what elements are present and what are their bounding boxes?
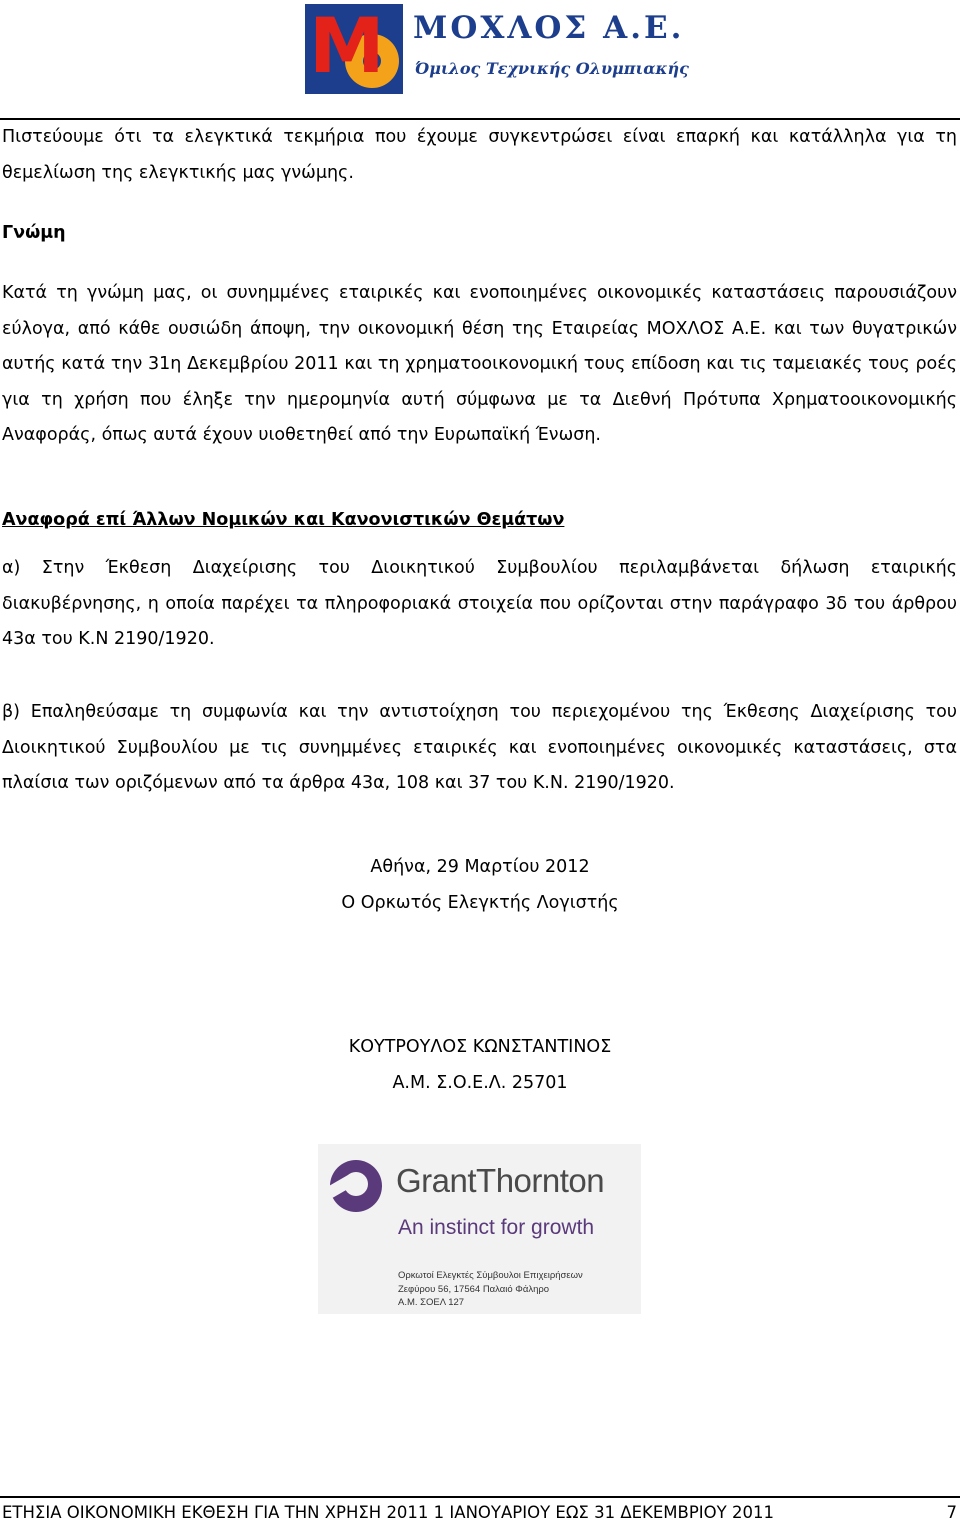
footer-divider bbox=[0, 1496, 960, 1498]
signature-role: Ο Ορκωτός Ελεγκτής Λογιστής bbox=[341, 893, 619, 913]
paragraph-item-b: β) Επαληθεύσαμε τη συμφωνία και την αντιστοίχηση του περιεχομένου της Έκθεσης Διαχείρισης του Διοικητικού Συμβουλίου με τις συνημμένες εταιρικές και ενοποιημένες οικονομικές καταστάσεις, στα πλαίσια των οριζόμενων από τα άρθρα 43α, 108 και 37 του Κ.Ν. 2190/1920. bbox=[2, 702, 957, 793]
signature-name: ΚΟΥΤΡΟΥΛΟΣ ΚΩΝΣΤΑΝΤΙΝΟΣ bbox=[348, 1037, 612, 1057]
auditor-stamp bbox=[318, 1144, 641, 1314]
signature-place-date: Αθήνα, 29 Μαρτίου 2012 bbox=[370, 857, 590, 877]
logo-subtitle: Όμιλος Τεχνικής Ολυμπιακής bbox=[415, 59, 689, 78]
stamp-line-1: Ορκωτοί Ελεγκτές Σύμβουλοι Επιχειρήσεων bbox=[398, 1270, 583, 1281]
section-heading-other-matters: Αναφορά επί Άλλων Νομικών και Κανονιστικών Θεμάτων bbox=[2, 510, 565, 530]
stamp-line-3: Α.Μ. ΣΟΕΛ 127 bbox=[398, 1297, 465, 1308]
stamp-tagline: An instinct for growth bbox=[398, 1216, 595, 1239]
logo-letter: M bbox=[309, 4, 385, 90]
company-logo bbox=[305, 4, 689, 94]
signature-registry: Α.Μ. Σ.Ο.Ε.Λ. 25701 bbox=[392, 1073, 568, 1093]
paragraph-evidence: Πιστεύουμε ότι τα ελεγκτικά τεκμήρια που έχουμε συγκεντρώσει είναι επαρκή και κατάλληλα για τη θεμελίωση της ελεγκτικής μας γνώμης. bbox=[2, 127, 957, 183]
stamp-line-2: Ζεφύρου 56, 17564 Παλαιό Φάληρο bbox=[398, 1284, 550, 1295]
stamp-firm-name: GrantThornton bbox=[396, 1162, 605, 1199]
logo-title: ΜΟΧΛΟΣ Α.Ε. bbox=[413, 10, 685, 46]
section-heading-opinion: Γνώμη bbox=[2, 223, 66, 243]
paragraph-opinion: Κατά τη γνώμη μας, οι συνημμένες εταιρικές και ενοποιημένες οικονομικές καταστάσεις παρουσιάζουν εύλογα, από κάθε ουσιώδη άποψη, την οικονομική θέση της Εταιρείας ΜΟΧΛΟΣ Α.Ε. και των θυγατρικών αυτής κατά την 31η Δεκεμβρίου 2011 και τη χρηματοοικονομική τους επίδοση και τις ταμειακές τους ροές για τη χρήση που έληξε την ημερομηνία αυτή σύμφωνα με τα Διεθνή Πρότυπα Χρηματοοικονομικής Αναφοράς, όπως αυτά έχουν υιοθετηθεί από την Ευρωπαϊκή Ένωση. bbox=[2, 283, 957, 445]
paragraph-item-a: α) Στην Έκθεση Διαχείρισης του Διοικητικού Συμβουλίου περιλαμβάνεται δήλωση εταιρικής διακυβέρνησης, η οποία παρέχει τα πληροφοριακά στοιχεία που ορίζονται στην παράγραφο 3δ του άρθρου 43α του Κ.Ν 2190/1920. bbox=[2, 558, 957, 649]
footer-title: ΕΤΗΣΙΑ ΟΙΚΟΝΟΜΙΚΗ ΕΚΘΕΣΗ ΓΙΑ ΤΗΝ ΧΡΗΣΗ 2011 1 ΙΑΝΟΥΑΡΙΟΥ ΕΩΣ 31 ΔΕΚΕΜΒΡΙΟΥ 2011 bbox=[2, 1503, 774, 1522]
page-number: 7 bbox=[946, 1503, 957, 1522]
logo-badge bbox=[305, 4, 403, 94]
